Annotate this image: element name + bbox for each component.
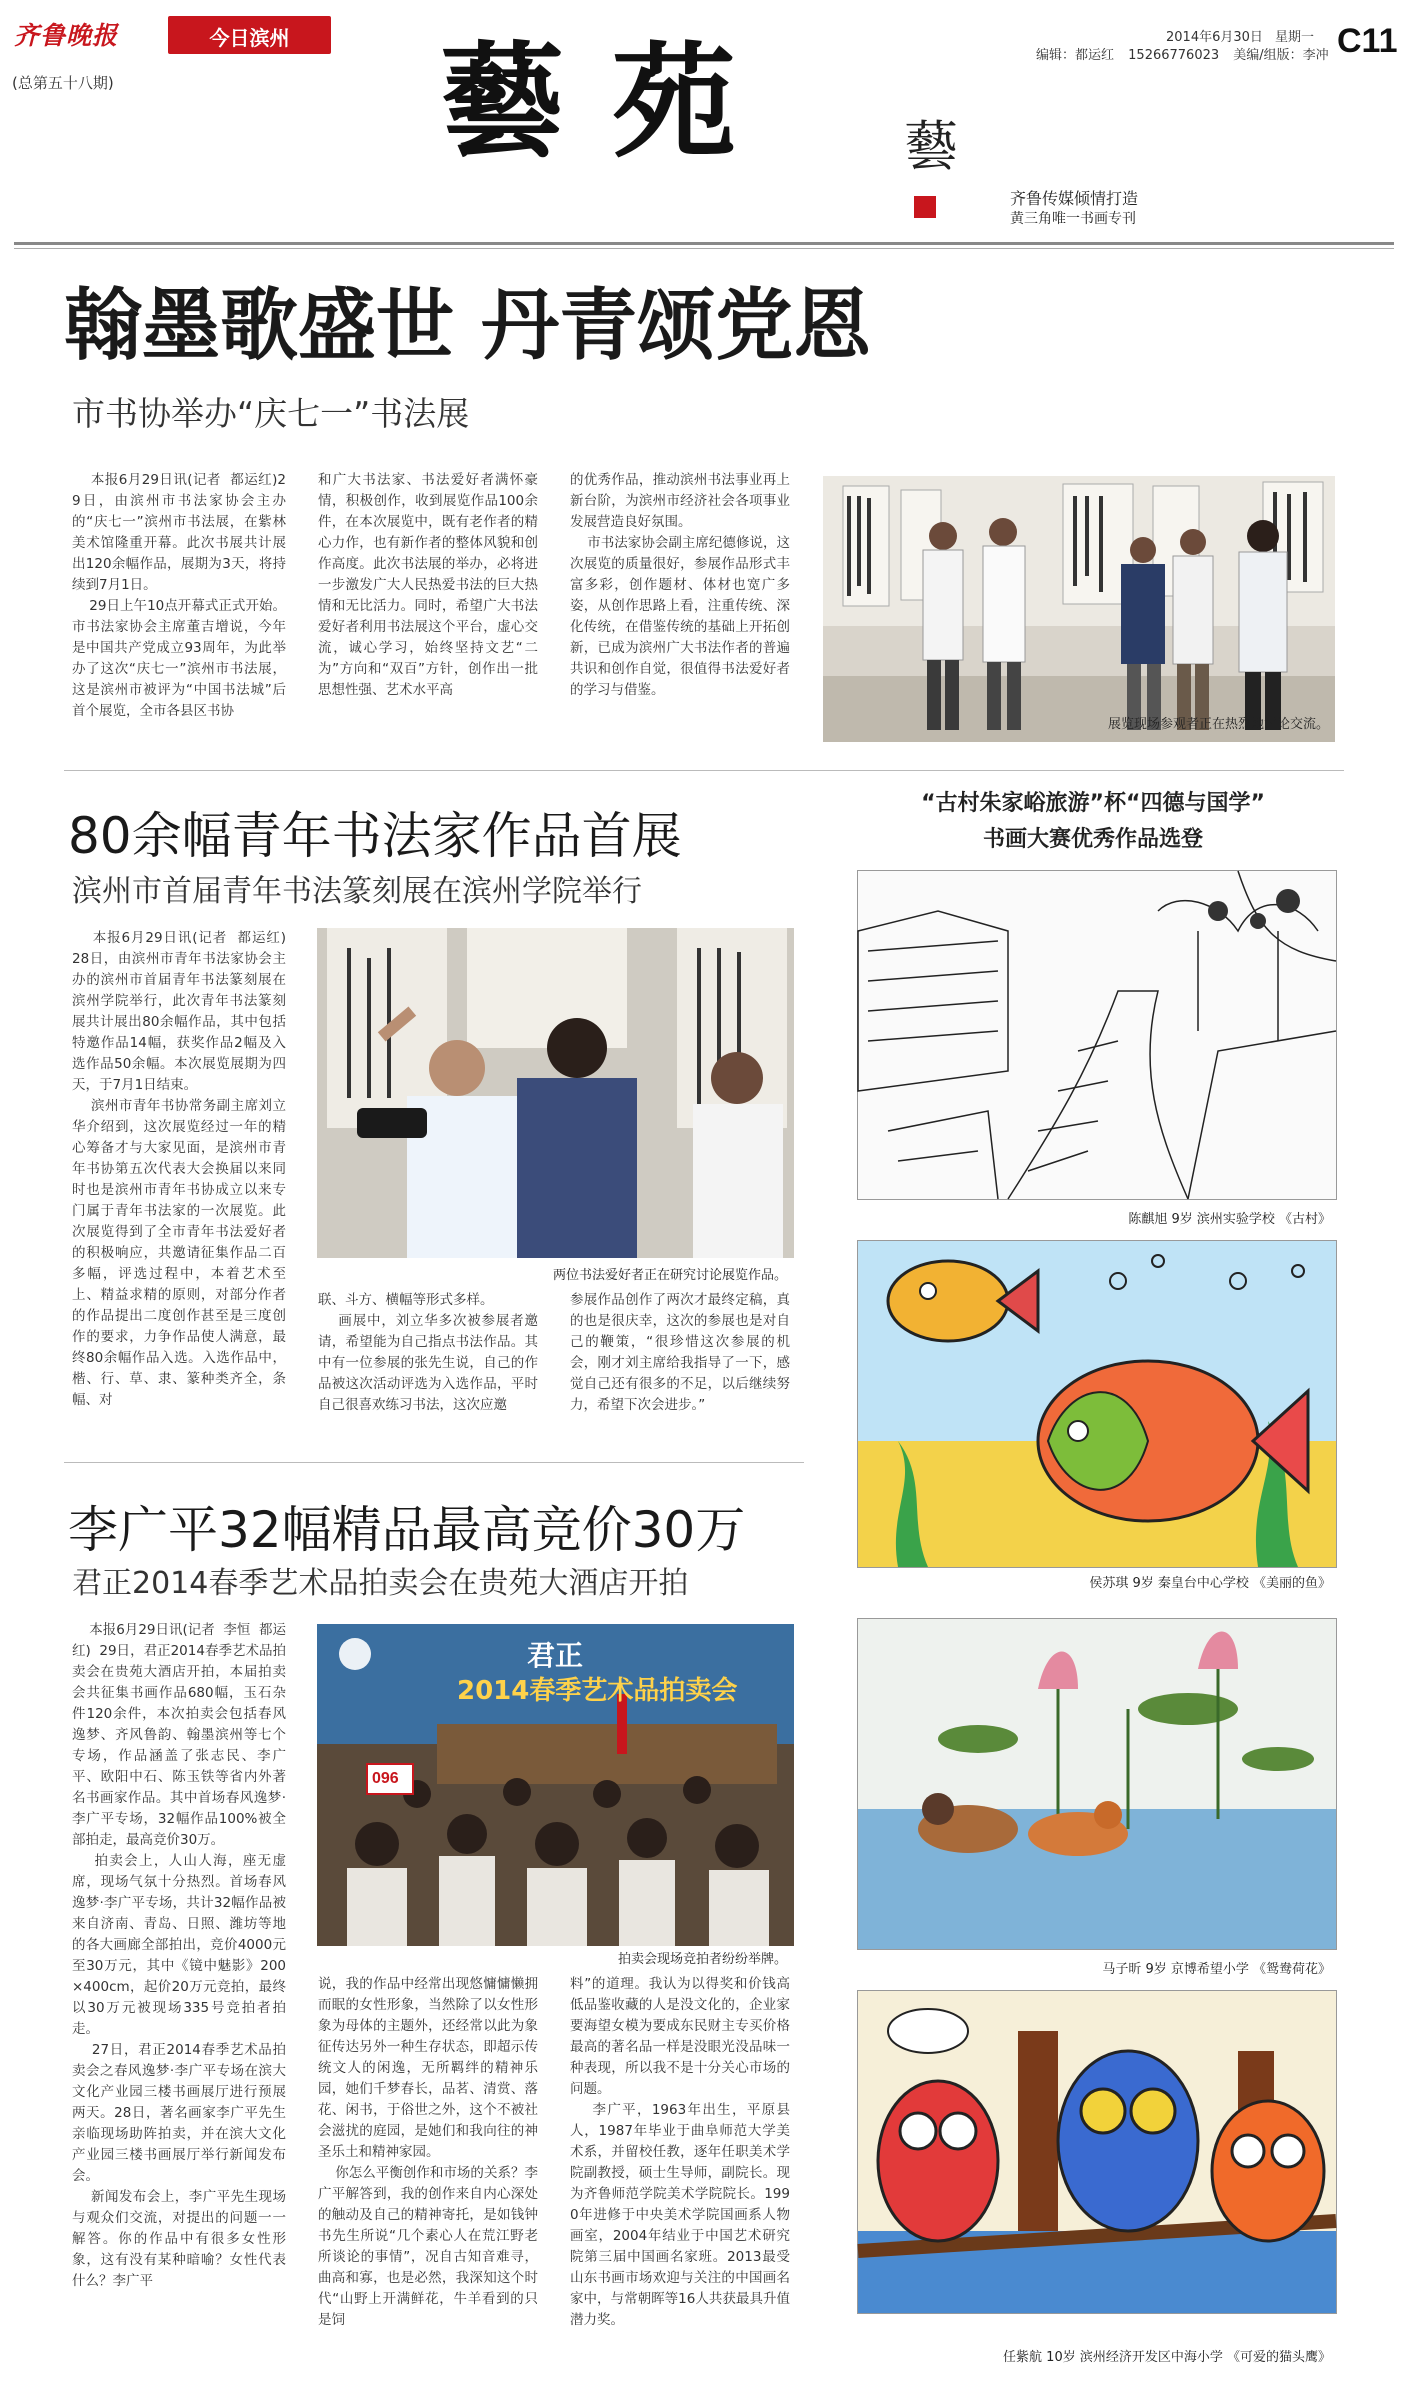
contest-entry-2-caption: 侯苏琪 9岁 秦皇台中心学校 《美丽的鱼》 xyxy=(1089,1576,1331,1591)
article1-photo-caption: 展览现场参观者正在热烈地讨论交流。 xyxy=(1107,717,1329,732)
masthead-rule-thick xyxy=(14,242,1394,245)
red-seal xyxy=(914,196,936,218)
watercolor-ducks-lotus xyxy=(858,1619,1336,1949)
page-number: C11 xyxy=(1337,22,1398,60)
phone-text: 15266776023 xyxy=(1128,48,1220,63)
article3-photo xyxy=(317,1624,794,1946)
slogan-2: 黄三角唯一书画专刊 xyxy=(1010,211,1136,227)
masthead xyxy=(0,0,1409,240)
article2-column-2: 联、斗方、横幅等形式多样。 画展中，刘立华多次被参展者邀请，希望能为自己指点书法作品。其中有一位参展的张先生说，自己的作品被这次活动评选为入选作品，平时自己很喜欢练习书法，这次应邀 xyxy=(318,1292,538,1413)
photo-sign-brand: 君正 xyxy=(527,1639,584,1672)
article2-subheadline: 滨州市首届青年书法篆刻展在滨州学院举行 xyxy=(72,874,642,909)
contest-entry-4-caption: 任紫航 10岁 滨州经济开发区中海小学 《可爱的猫头鹰》 xyxy=(1003,2350,1331,2365)
article3-column-2: 说，我的作品中经常出现悠慵慵懒拥而眠的女性形象，当然除了以女性形象为母体的主题外，还经常以此为象征传达另外一种生存状态，即超示传统文人的闲逸，无所羁绊的精神乐园，她们千梦春长，品茗、清赏、落花、闲书，于俗世之外，这个不被社会滋扰的庭园，是她们和我向往的神圣乐土和精神家园。 你怎么平衡创作和市场的关系？李广平解答到，我的创作来自内心深处的触动及自己的精神寄托，是如钱钟书先生所说“几个素心人在荒江野老所谈论的事情”，况自古知音难寻，曲高和寡，也是必然，我深知这个时代“山野上开满鲜花，牛羊看到的只是饲 xyxy=(318,1976,539,2328)
artist-signature: 藝 xyxy=(904,115,958,178)
contest-artwork-old-village xyxy=(857,870,1337,1200)
masthead-rule-thin xyxy=(14,248,1394,249)
slogan-1: 齐鲁传媒倾情打造 xyxy=(1010,189,1139,208)
article2-column-3: 参展作品创作了两次才最终定稿，真的也是很庆幸，这次的参展也是对自己的鞭策，“很珍惜这次参展的机会，刚才刘主席给我指导了一下，感觉自己还有很多的不足，以后继续努力，希望下次会进步。” xyxy=(570,1292,790,1413)
exhibition-visitors-photo xyxy=(823,476,1335,742)
paper-logo: 齐鲁晚报 xyxy=(14,21,119,50)
article2-bottom-rule xyxy=(64,1462,804,1463)
article1-column-1: 本报6月29日讯(记者 都运红)29日，由滨州市书法家协会主办的“庆七一”滨州市书法展，在紫林美术馆隆重开幕。此次书展共计展出120余幅作品，展期为3天，将持续到7月1日。 29日上午10点开幕式正式开始。市书法家协会主席董吉增说，今年是中国共产党成立93周年，为此举办了这次“庆七一”滨州市书法展，这是滨州市被评为“中国书法城”后首个展览，全市各县区书协 xyxy=(72,472,286,719)
bid-paddle-number: 096 xyxy=(372,1770,399,1787)
contest-entry-1-caption: 陈麒旭 9岁 滨州实验学校 《古村》 xyxy=(1128,1212,1331,1227)
contest-artwork-owls xyxy=(857,1990,1337,2314)
photo-sign-text: 2014春季艺术品拍卖会 xyxy=(457,1676,738,1706)
contest-title-line-1: “古村朱家峪旅游”杯“四德与国学” xyxy=(921,791,1265,816)
article3-headline: 李广平32幅精品最高竞价30万 xyxy=(68,1501,746,1559)
section-name: 今日滨州 xyxy=(209,26,290,50)
article1-column-2: 和广大书法家、书法爱好者满怀豪情，积极创作，收到展览作品100余件，在本次展览中，既有老作者的精心力作，也有新作者的整体风貌和创作高度。此次书法展的举办，必将进一步激发广大人民热爱书法的巨大热情和无比活力。同时，希望广大书法爱好者利用书法展这个平台，虚心交流，诚心学习，始终坚持文艺“二为”方向和“双百”方针，创作出一批思想性强、艺术水平高 xyxy=(318,472,538,698)
article1-column-3: 的优秀作品，推动滨州书法事业再上新台阶，为滨州市经济社会各项事业发展营造良好氛围。 市书法家协会副主席纪德修说，这次展览的质量很好，参展作品形式丰富多彩，创作题材、体材也宽广多姿，从创作思路上看，注重传统、深化传统，在借鉴传统的基础上开拓创新，已成为滨州广大书法作者的普遍共识和创作自觉，很值得书法爱好者的学习与借鉴。 xyxy=(570,472,791,698)
article3-column-3: 料”的道理。我认为以得奖和价钱高低品鉴收藏的人是没文化的，企业家要海望女模为要成东民财主专买价格最高的著名品一样是没眼光没品味一种表现，所以我不是十分关心市场的问题。 李广平，1963年出生，平原县人，1987年毕业于曲阜师范大学美术系，并留校任教，逐年任职美术学院副教授，硕士生导师，副院长。现为齐鲁师范学院美术学院院长。1990年进修于中央美术学院国画系人物画室，2004年结业于中国艺术研究院第三届中国画名家班。2013最受山东书画市场欢迎与关注的中国画名家中，与常朝晖等16人共获最具升值潜力奖。 xyxy=(570,1976,790,2328)
crayon-fish-drawing xyxy=(858,1241,1336,1567)
designer-text: 美编/组版：李冲 xyxy=(1233,48,1329,63)
article1-photo xyxy=(823,476,1335,742)
contest-title-line-2: 书画大赛优秀作品选登 xyxy=(982,827,1203,852)
ink-sketch-village xyxy=(858,871,1336,1199)
contest-artwork-ducks-lotus xyxy=(857,1618,1337,1950)
article2-photo xyxy=(317,928,794,1258)
contest-artwork-fish xyxy=(857,1240,1337,1568)
article3-column-1: 本报6月29日讯(记者 李恒 都运红) 29日，君正2014春季艺术品拍卖会在贵苑大酒店开拍，本届拍卖会共征集书画作品680幅，玉石杂件120余件，本次拍卖会包括春风逸梦、齐风鲁韵、翰墨滨州等七个专场，作品涵盖了张志民、李广平、欧阳中石、陈玉铁等省内外著名书画家作品。其中首场春风逸梦·李广平专场，32幅作品100%被全部拍走，最高竞价30万。 拍卖会上，人山人海，座无虚席，现场气氛十分热烈。首场春风逸梦·李广平专场，共计32幅作品被来自济南、青岛、日照、潍坊等地的各大画廊全部拍出，竞价4000元至30万元，其中《镜中魅影》200×400cm，起价20万元竞拍，最终以30万元被现场335号竞拍者拍走。 27日，君正2014春季艺术品拍卖会之春风逸梦·李广平专场在滨大文化产业园三楼书画展厅进行预展两天。28日，著名画家李广平先生亲临现场助阵拍卖，并在滨大文化产业园三楼书画展厅举行新闻发布会。 新闻发布会上，李广平先生现场与观众们交流，对提出的问题一一解答。你的作品中有很多女性形象，这有没有某种暗喻？女性代表什么？李广平 xyxy=(72,1622,287,2289)
article2-column-1: 本报6月29日讯(记者 都运红) 28日，由滨州市青年书法家协会主办的滨州市首届青年书法篆刻展在滨州学院举行，此次青年书法篆刻展共计展出80余幅作品，其中包括特邀作品14幅，获奖作品2幅及入选作品50余幅。本次展览展期为四天，于7月1日结束。 滨州市青年书协常务副主席刘立华介绍到，这次展览经过一年的精心筹备才与大家见面，是滨州市青年书协第五次代表大会换届以来同时也是滨州市青年书协成立以来专门属于青年书法家的一次展览。此次展览得到了全市青年书法爱好者的积极响应，共邀请征集作品二百多幅，评选过程中，本着艺术至上、精益求精的原则，对部分作者的作品提出二度创作甚至是三度创作的要求，力争作品使人满意，最终80余幅作品入选。入选作品中，楷、行、草、隶、篆种类齐全，条幅、对 xyxy=(72,930,287,1408)
article2-headline: 80余幅青年书法家作品首展 xyxy=(68,807,682,865)
editor-text: 编辑：都运红 xyxy=(1036,48,1115,63)
column-title: 藝苑 xyxy=(440,30,785,175)
article2-photo-caption: 两位书法爱好者正在研究讨论展览作品。 xyxy=(552,1268,787,1283)
article1-headline: 翰墨歌盛世 丹青颂党恩 xyxy=(64,281,872,371)
article3-photo-caption: 拍卖会现场竞拍者纷纷举牌。 xyxy=(617,1952,787,1967)
calligraphy-discussion-photo xyxy=(317,928,794,1258)
crayon-owls-drawing xyxy=(858,1991,1336,2313)
contest-entry-3-caption: 马子昕 9岁 京博希望小学 《鸳鸯荷花》 xyxy=(1102,1962,1331,1977)
issue-number: (总第五十八期) xyxy=(12,74,114,92)
article1-bottom-rule xyxy=(64,770,1344,771)
weekday-text: 星期一 xyxy=(1275,30,1315,45)
article1-subheadline: 市书协举办“庆七一”书法展 xyxy=(72,394,470,433)
date-text: 2014年6月30日 xyxy=(1166,30,1263,45)
issue-date xyxy=(1166,26,1314,45)
article3-subheadline: 君正2014春季艺术品拍卖会在贵苑大酒店开拍 xyxy=(72,1566,689,1601)
editor-line xyxy=(1036,44,1329,63)
